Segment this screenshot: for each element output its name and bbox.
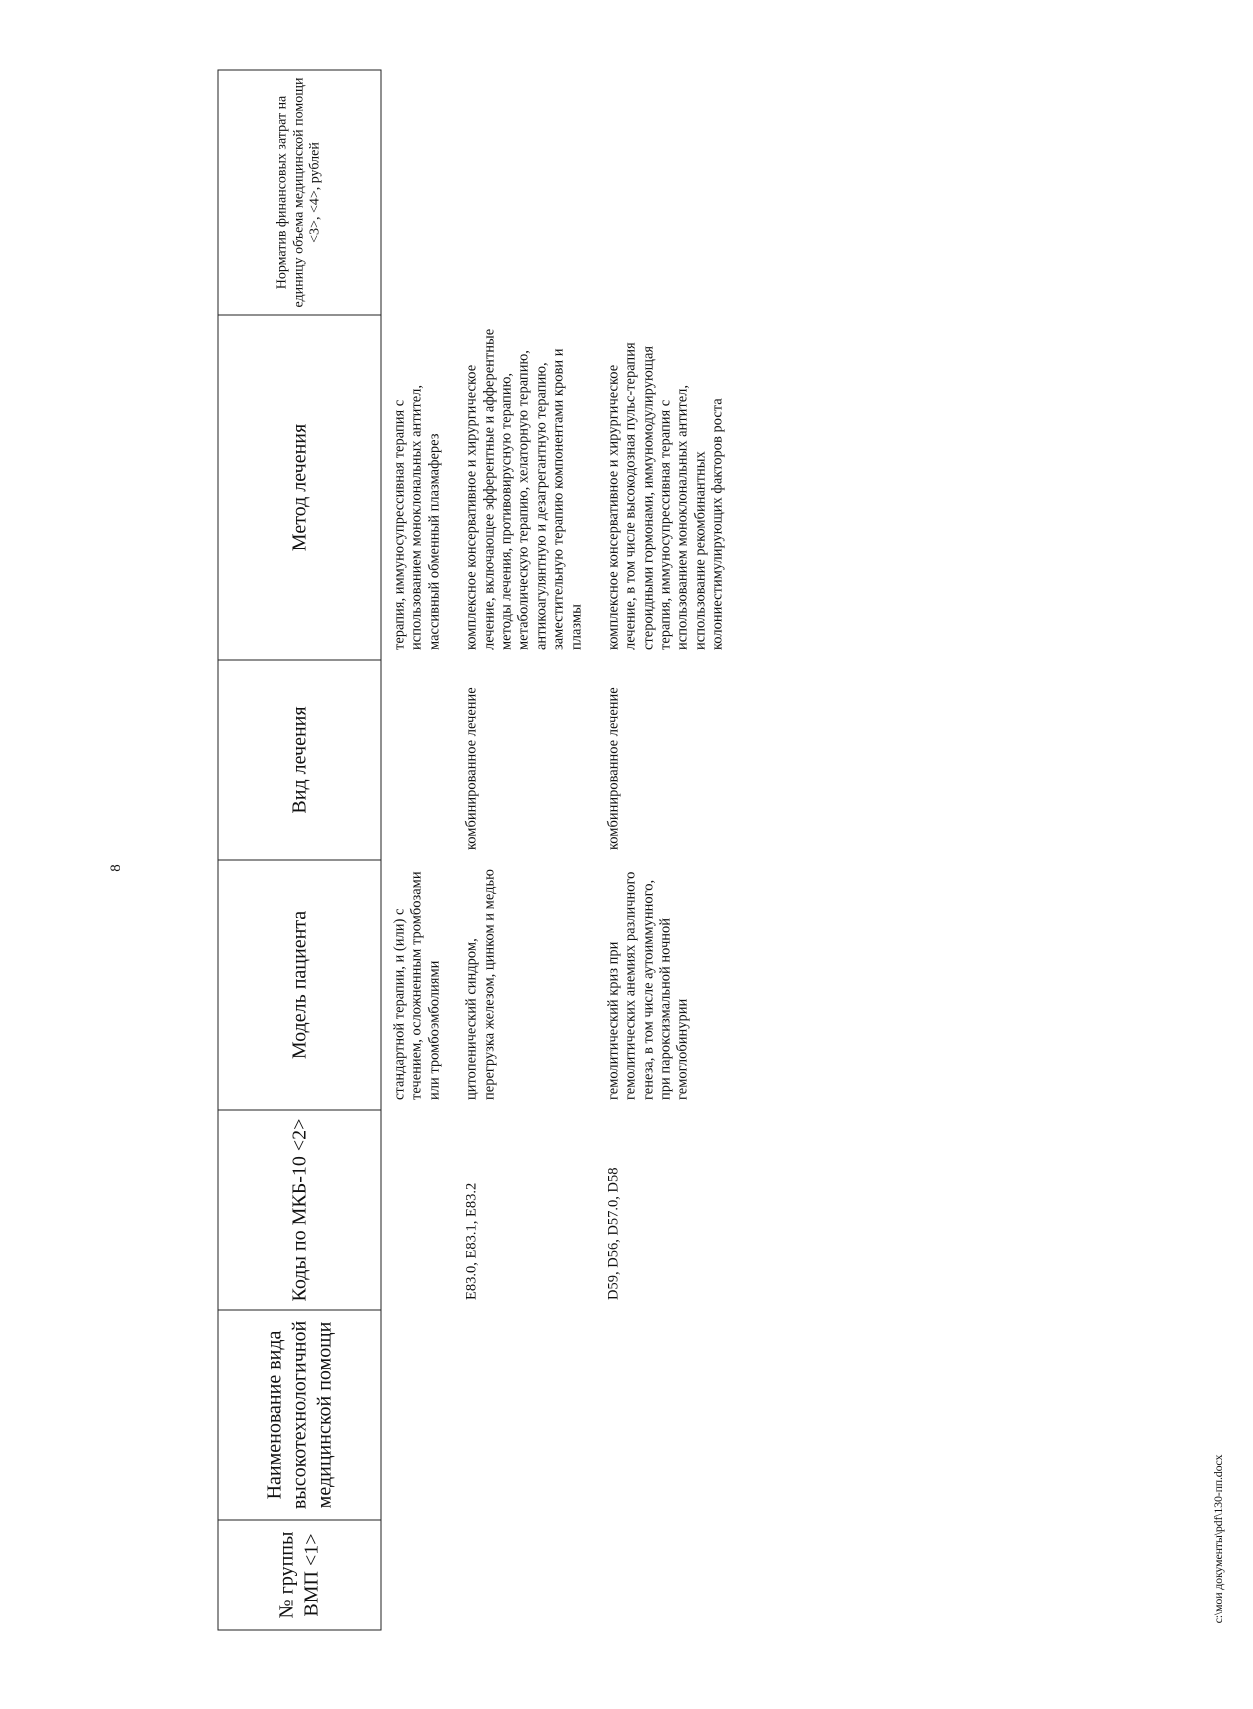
cell-name — [595, 1310, 925, 1520]
header-model: Модель пациента — [218, 860, 381, 1110]
header-codes: Коды по МКБ-10 <2> — [218, 1110, 381, 1310]
header-group-no: № группы ВМП <1> — [218, 1520, 381, 1630]
cell-method: комплексное консервативное и хирургическое лечение, в том числе высокодозная пульс-терапия стероидными гормонами, иммуномодулирующая терапия, иммуносупрессивная терапия с использованием моноклональных антител, использование рекомбинантных колониестимулирующих факторов роста — [605, 342, 726, 650]
cell-treatment-type — [381, 660, 454, 860]
cell-codes — [381, 1110, 454, 1310]
header-name: Наименование вида высокотехнологичной медицинской помощи — [218, 1310, 381, 1520]
table-header-row — [218, 70, 381, 1630]
header-norm: Норматив финансовых затрат на единицу объема медицинской помощи <3>, <4>, рублей — [218, 70, 381, 315]
table-row — [595, 70, 925, 1630]
file-path-footer: c:\мои документы\pdf\130-пп.docx — [1210, 1454, 1225, 1624]
cell-group-no — [454, 1520, 596, 1630]
cell-method: терапия, иммуносупрессивная терапия с использованием моноклональных антител, массивный обменный плазмаферез — [391, 384, 443, 650]
cell-norm — [454, 70, 596, 315]
cell-model: гемолитический криз при гемолитических анемиях различного генеза, в том числе аутоиммунного, при пароксизмальной ночной гемоглобинурии — [605, 871, 691, 1100]
cell-norm — [595, 70, 925, 315]
cell-method: комплексное консервативное и хирургическое лечение, включающее эфферентные и афферентные методы лечения, противовирусную терапию, метаболическую терапию, хелаторную терапию, антикоагулянтную и дезагрегантную терапию, заместительную терапию компонентами крови и плазмы — [463, 328, 585, 650]
cell-group-no — [381, 1520, 454, 1630]
cell-model: стандартной терапии, и (или) с течением, осложненным тромбозами или тромбоэмболиями — [391, 871, 443, 1100]
cell-treatment-type: комбинированное лечение — [463, 687, 480, 850]
page-number: 8 — [107, 864, 124, 872]
cell-codes: D59, D56, D57.0, D58 — [605, 1167, 622, 1300]
vmp-table-container — [218, 71, 1253, 1631]
cell-codes: E83.0, E83.1, E83.2 — [463, 1182, 480, 1300]
header-treatment-type: Вид лечения — [218, 660, 381, 860]
cell-name — [381, 1310, 454, 1520]
cell-name — [454, 1310, 596, 1520]
cell-group-no — [595, 1520, 925, 1630]
table-row — [381, 70, 454, 1630]
cell-norm — [381, 70, 454, 315]
cell-model: цитопенический синдром, перегрузка железом, цинком и медью — [463, 869, 498, 1100]
table-row — [454, 70, 596, 1630]
cell-treatment-type: комбинированное лечение — [605, 687, 622, 850]
header-method: Метод лечения — [218, 315, 381, 660]
vmp-table — [218, 70, 926, 1631]
